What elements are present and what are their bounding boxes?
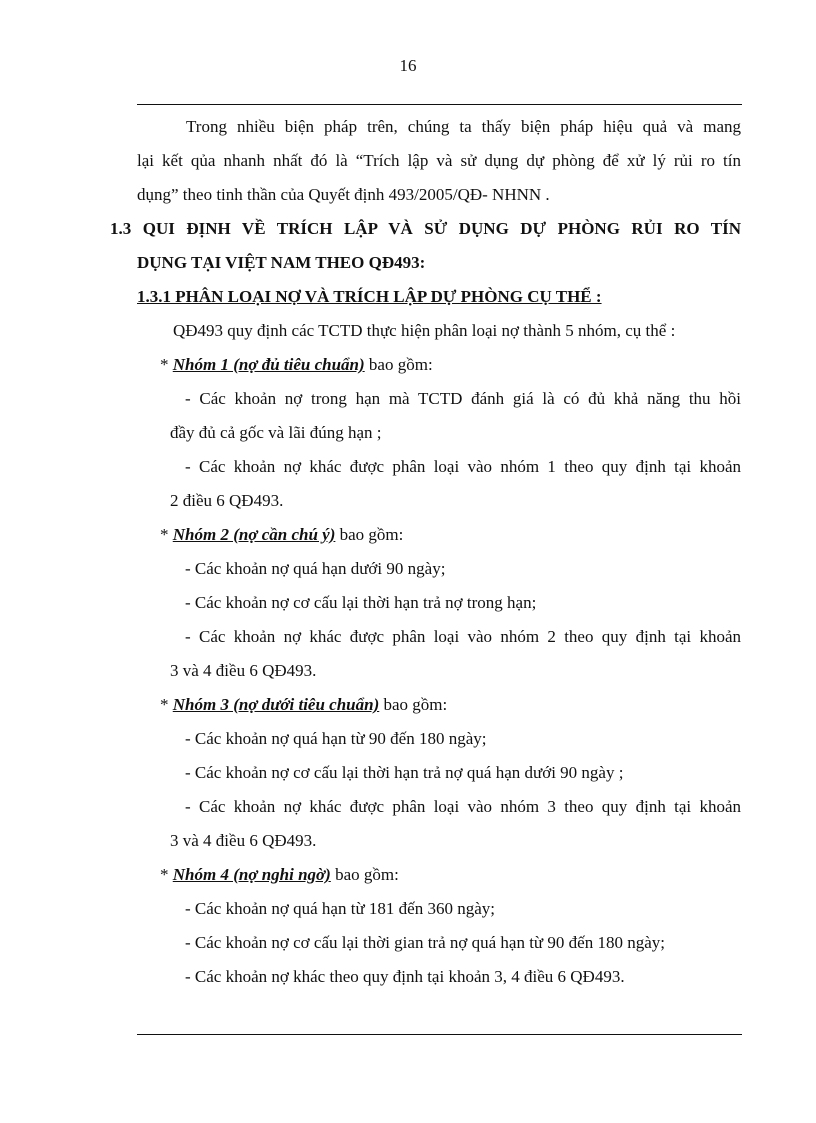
group-3-title: Nhóm 3 (nợ dưới tiêu chuẩn) xyxy=(172,695,380,714)
group-2-heading: * Nhóm 2 (nợ cần chú ý) bao gồm: xyxy=(160,525,404,544)
subsection-heading: 1.3.1 PHÂN LOẠI NỢ VÀ TRÍCH LẬP DỰ PHÒNG CỤ THỂ : xyxy=(137,287,602,306)
group-4-item-2: - Các khoản nợ cơ cấu lại thời gian trả nợ quá hạn từ 90 đến 180 ngày; xyxy=(185,933,665,952)
group-1-item-1-line-1: - Các khoản nợ trong hạn mà TCTD đánh giá là có đủ khả năng thu hồi xyxy=(185,389,741,408)
lead-sentence: QĐ493 quy định các TCTD thực hiện phân loại nợ thành 5 nhóm, cụ thể : xyxy=(173,321,676,340)
group-1-item-1-line-2: đầy đủ cả gốc và lãi đúng hạn ; xyxy=(170,423,382,442)
intro-line-1: Trong nhiều biện pháp trên, chúng ta thấy biện pháp hiệu quả và mang xyxy=(186,117,741,136)
group-4-item-1: - Các khoản nợ quá hạn từ 181 đến 360 ngày; xyxy=(185,899,495,918)
page-number: 16 xyxy=(399,56,417,75)
intro-line-3: dụng” theo tinh thần của Quyết định 493/2005/QĐ- NHNN . xyxy=(137,185,550,204)
group-3-item-3-line-2: 3 và 4 điều 6 QĐ493. xyxy=(170,831,317,850)
group-1-item-2-line-1: - Các khoản nợ khác được phân loại vào nhóm 1 theo quy định tại khoản xyxy=(185,457,741,476)
group-2-item-3-line-2: 3 và 4 điều 6 QĐ493. xyxy=(170,661,317,680)
footer-rule xyxy=(137,1034,742,1035)
group-4-item-3: - Các khoản nợ khác theo quy định tại khoản 3, 4 điều 6 QĐ493. xyxy=(185,967,625,986)
section-heading-line-1: 1.3 QUI ĐỊNH VỀ TRÍCH LẬP VÀ SỬ DỤNG DỰ PHÒNG RỦI RO TÍN xyxy=(110,219,741,238)
header-rule xyxy=(137,104,742,105)
group-3-item-3-line-1: - Các khoản nợ khác được phân loại vào nhóm 3 theo quy định tại khoản xyxy=(185,797,741,816)
group-1-item-2-line-2: 2 điều 6 QĐ493. xyxy=(170,491,284,510)
group-2-item-3-line-1: - Các khoản nợ khác được phân loại vào nhóm 2 theo quy định tại khoản xyxy=(185,627,741,646)
group-1-heading: * Nhóm 1 (nợ đủ tiêu chuẩn) bao gồm: xyxy=(160,355,433,374)
group-4-title: Nhóm 4 (nợ nghi ngờ) xyxy=(172,865,331,884)
group-2-title: Nhóm 2 (nợ cần chú ý) xyxy=(172,525,336,544)
group-2-item-1: - Các khoản nợ quá hạn dưới 90 ngày; xyxy=(185,559,446,578)
group-2-item-2: - Các khoản nợ cơ cấu lại thời hạn trả nợ trong hạn; xyxy=(185,593,537,612)
group-4-heading: * Nhóm 4 (nợ nghi ngờ) bao gồm: xyxy=(160,865,399,884)
group-3-item-2: - Các khoản nợ cơ cấu lại thời hạn trả nợ quá hạn dưới 90 ngày ; xyxy=(185,763,624,782)
group-1-title: Nhóm 1 (nợ đủ tiêu chuẩn) xyxy=(172,355,365,374)
intro-line-2: lại kết qủa nhanh nhất đó là “Trích lập và sử dụng dự phòng để xử lý rủi ro tín xyxy=(137,151,741,170)
group-3-item-1: - Các khoản nợ quá hạn từ 90 đến 180 ngày; xyxy=(185,729,487,748)
group-3-heading: * Nhóm 3 (nợ dưới tiêu chuẩn) bao gồm: xyxy=(160,695,448,714)
section-heading-line-2: DỤNG TẠI VIỆT NAM THEO QĐ493: xyxy=(137,253,426,272)
